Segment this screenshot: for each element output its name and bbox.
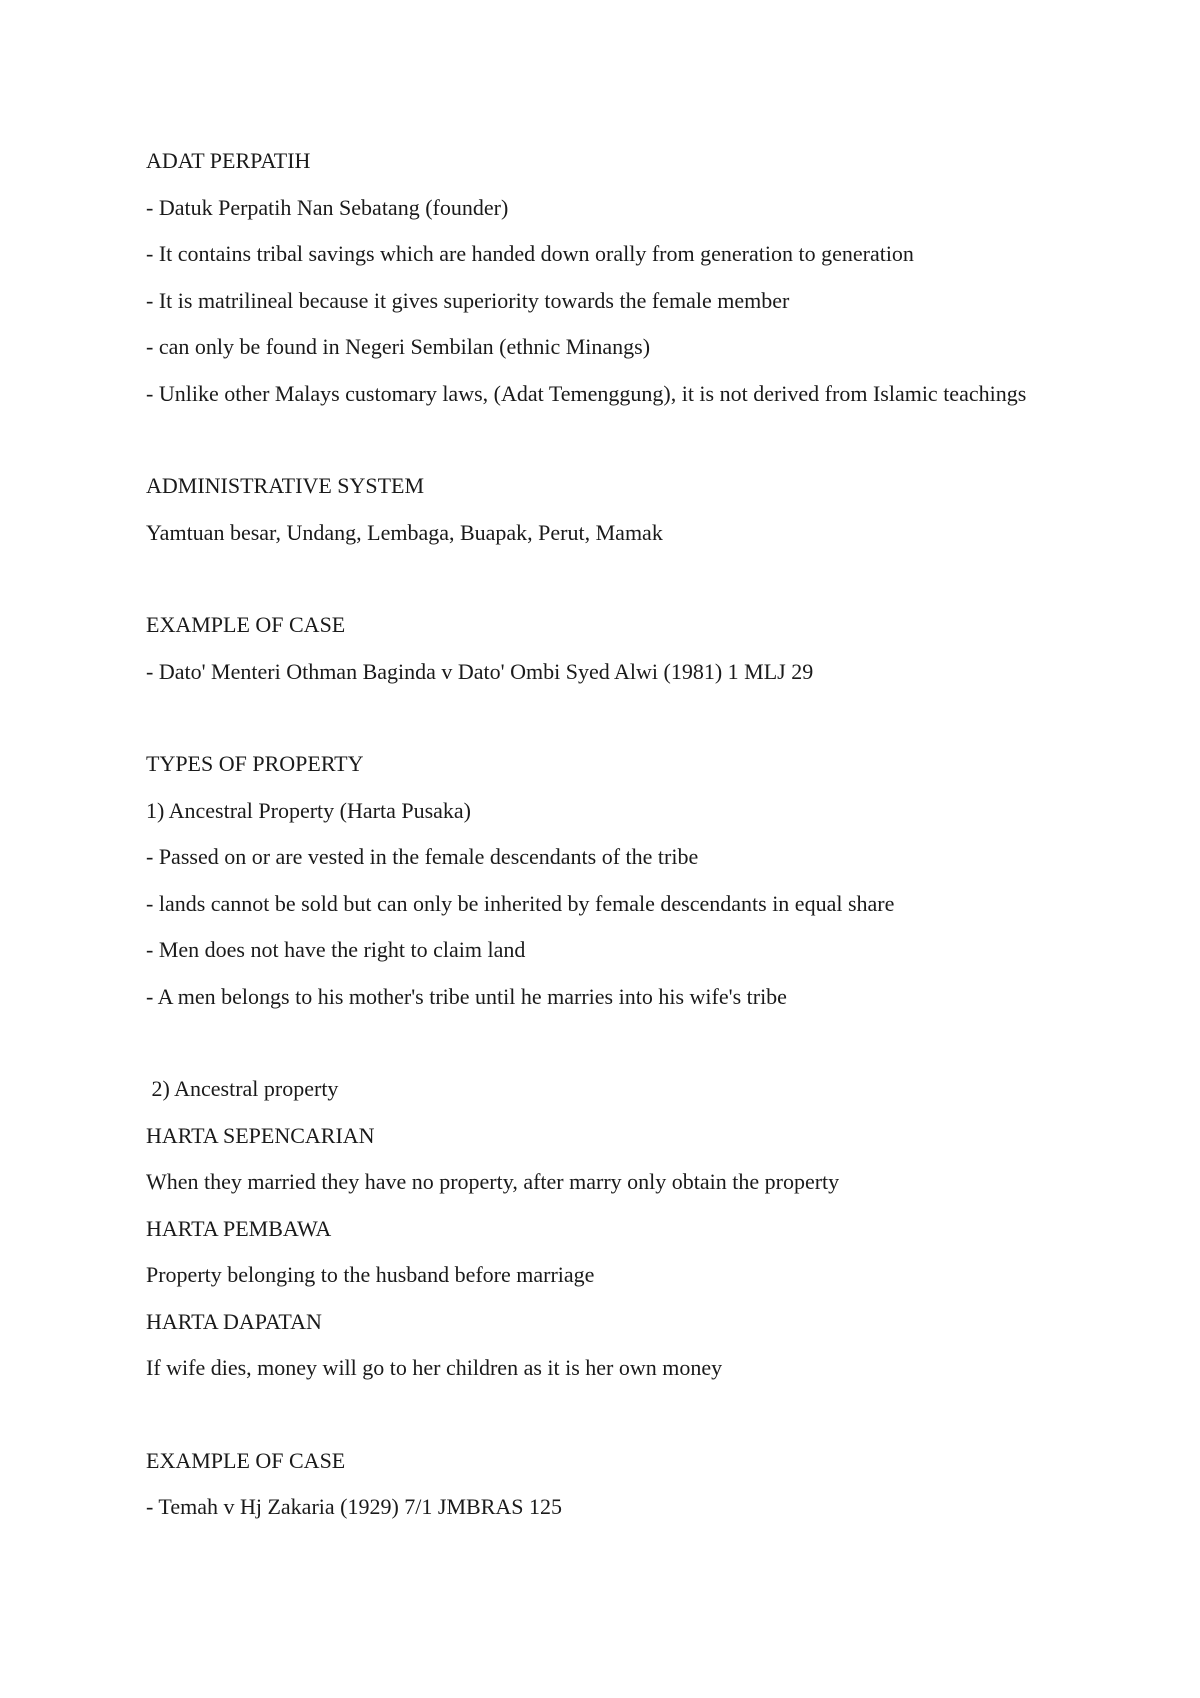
section-gap (146, 1028, 1046, 1074)
list-item: - Men does not have the right to claim land (146, 937, 526, 962)
document-body (146, 146, 1046, 1539)
paragraph: When they married they have no property, after marry only obtain the property (146, 1169, 840, 1194)
section-gap (146, 1400, 1046, 1446)
list-item: - It is matrilineal because it gives superiority towards the female member (146, 287, 790, 313)
list-item: - Passed on or are vested in the female descendants of the tribe (146, 844, 699, 869)
paragraph: If wife dies, money will go to her children as it is her own money (146, 1355, 723, 1380)
list-item: 2) Ancestral property (146, 1076, 339, 1101)
heading-harta-dapatan: HARTA DAPATAN (146, 1308, 322, 1334)
heading-adat-perpatih: ADAT PERPATIH (146, 148, 311, 173)
section-gap (146, 425, 1046, 471)
heading-administrative-system: ADMINISTRATIVE SYSTEM (146, 473, 425, 498)
list-item: - lands cannot be sold but can only be inherited by female descendants in equal share (146, 890, 895, 916)
section-gap (146, 703, 1046, 749)
list-item: - Unlike other Malays customary laws, (Adat Temenggung), it is not derived from Islamic teachings (146, 380, 1027, 406)
list-item: - can only be found in Negeri Sembilan (ethnic Minangs) (146, 334, 651, 359)
heading-example-of-case: EXAMPLE OF CASE (146, 612, 346, 637)
heading-example-of-case-2: EXAMPLE OF CASE (146, 1447, 346, 1473)
list-item: - A men belongs to his mother's tribe until he marries into his wife's tribe (146, 983, 787, 1009)
list-item: - Datuk Perpatih Nan Sebatang (founder) (146, 194, 509, 220)
heading-harta-sepencarian: HARTA SEPENCARIAN (146, 1122, 375, 1148)
case-citation: - Temah v Hj Zakaria (1929) 7/1 JMBRAS 125 (146, 1494, 563, 1519)
list-item: - It contains tribal savings which are handed down orally from generation to generation (146, 241, 914, 266)
list-item: 1) Ancestral Property (Harta Pusaka) (146, 797, 472, 823)
heading-harta-pembawa: HARTA PEMBAWA (146, 1215, 332, 1241)
paragraph: Yamtuan besar, Undang, Lembaga, Buapak, Perut, Mamak (146, 519, 663, 545)
section-gap (146, 564, 1046, 610)
case-citation: - Dato' Menteri Othman Baginda v Dato' Ombi Syed Alwi (1981) 1 MLJ 29 (146, 658, 814, 684)
heading-types-of-property: TYPES OF PROPERTY (146, 751, 364, 776)
paragraph: Property belonging to the husband before marriage (146, 1262, 595, 1287)
